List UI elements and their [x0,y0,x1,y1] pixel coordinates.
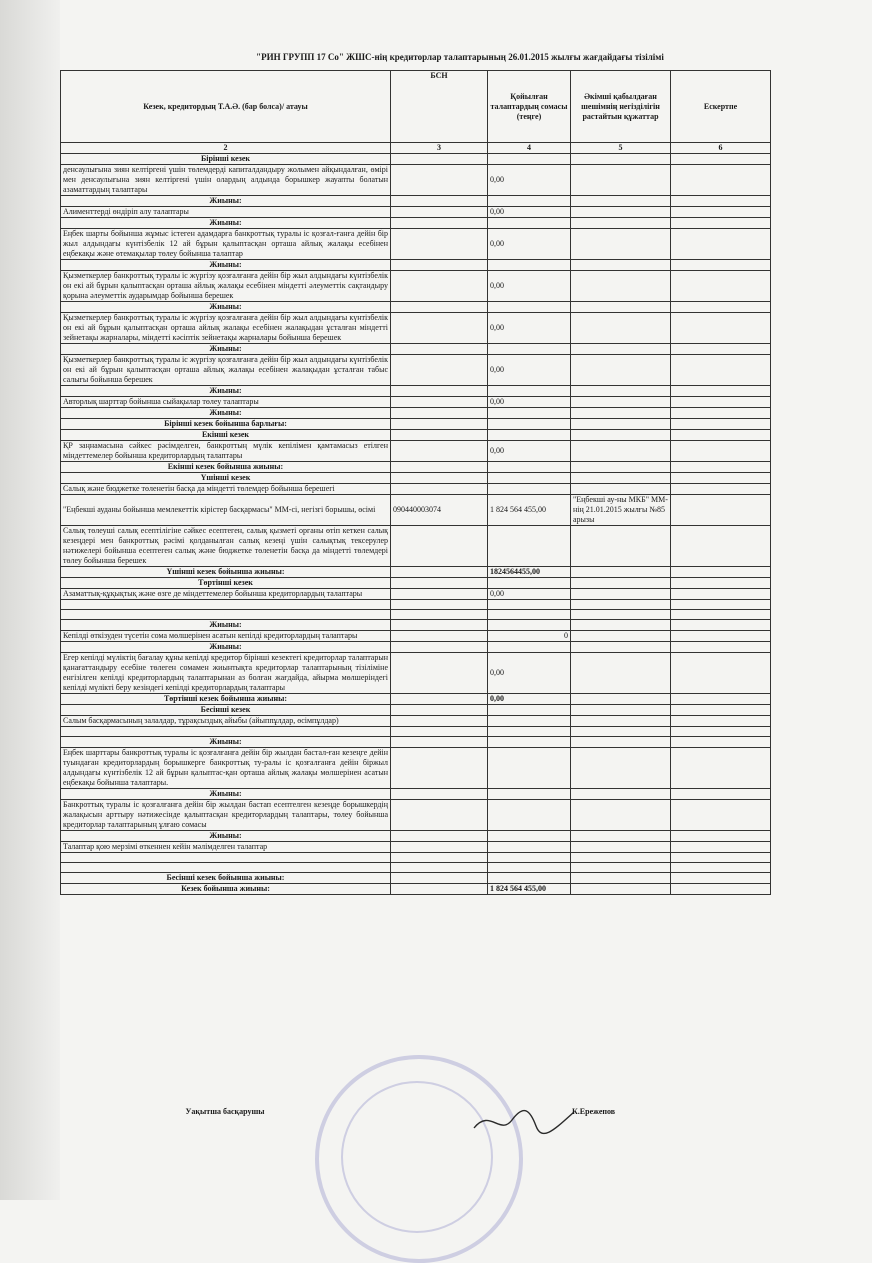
row-label: Жиыны: [61,642,391,653]
row-bin [391,271,488,302]
row-note [671,196,771,207]
row-bin [391,355,488,386]
row-amount [488,716,571,727]
row-label: Төртінші кезек [61,578,391,589]
row-amount: 0,00 [488,355,571,386]
row-amount [488,484,571,495]
row-note [671,610,771,620]
row-amount [488,218,571,229]
row-bin [391,386,488,397]
section-row [61,694,771,705]
row-basis [571,631,671,642]
row-bin [391,748,488,789]
row-note [671,271,771,302]
row-basis [571,419,671,430]
header-basis-documents: Әкімші қабылдаған шешімнің негізділігін растайтын құжаттар [571,71,671,143]
row-amount [488,578,571,589]
row-note [671,694,771,705]
row-basis [571,526,671,567]
blank-row [61,853,771,863]
row-label: Жиыны: [61,789,391,800]
row-basis [571,386,671,397]
row-label: Еңбек шарты бойынша жұмыс істеген адамдарға банкроттық туралы іс қозғал-ғанға дейін бір жыл алдындағы күнтізбелік 12 ай бұрын қалыптасқан орташа айлық жалақы есебінен еңбекақы және өтемақылар төлеу бойынша талаптар [61,229,391,260]
row-basis [571,884,671,895]
row-label: Талаптар қою мерзімі өткеннен кейін мәлімделген талаптар [61,842,391,853]
section-row [61,344,771,355]
manager-role: Уақытша басқарушы [185,1107,265,1116]
row-bin [391,313,488,344]
row-note [671,716,771,727]
row-basis [571,600,671,610]
register-row [61,716,771,727]
row-note [671,441,771,462]
row-note [671,567,771,578]
row-bin [391,863,488,873]
row-note [671,873,771,884]
row-label: Екінші кезек бойынша жиыны: [61,462,391,473]
row-bin [391,800,488,831]
row-bin [391,462,488,473]
row-note [671,727,771,737]
row-note [671,526,771,567]
register-row [61,748,771,789]
row-note [671,631,771,642]
row-amount: 1 824 564 455,00 [488,884,571,895]
row-basis [571,620,671,631]
row-amount [488,610,571,620]
row-label: денсаулығына зиян келтіргені үшін төлемдерді капиталдандыру жолымен айқындалған, өмірі мен денсаулығына зиян келтіргені үшін олардың алдында борышкер жауапты болатын азаматтардың талаптары [61,165,391,196]
row-bin [391,218,488,229]
row-label: Кезек бойынша жиыны: [61,884,391,895]
row-label: Бесінші кезек [61,705,391,716]
section-row [61,430,771,441]
section-row [61,196,771,207]
row-bin [391,473,488,484]
row-amount [488,831,571,842]
row-basis [571,229,671,260]
row-amount: 0,00 [488,165,571,196]
row-note [671,260,771,271]
row-label: Бірінші кезек [61,154,391,165]
col-number: 3 [391,143,488,154]
row-label: ҚР заңнамасына сәйкес рәсімделген, банкроттың мүлік кепілімен қамтамасыз етілген міндеттемелер бойынша кредиторлардың талаптары [61,441,391,462]
row-amount: 0,00 [488,207,571,218]
row-note [671,653,771,694]
row-bin [391,344,488,355]
row-bin [391,873,488,884]
row-label: Қызметкерлер банкроттық туралы іс жүргізу қозғалғанға дейін бір жыл алдындағы күнтізбелік он екі ай бұрын қалыптасқан орташа айлық жалақы есебінен жалақыдан ұсталған табыс салығы бойынша берешек [61,355,391,386]
row-bin [391,578,488,589]
header-amount: Қойылған талаптардың сомасы (теңге) [488,71,571,143]
row-basis [571,727,671,737]
row-amount [488,853,571,863]
row-amount: 1 824 564 455,00 [488,495,571,526]
row-amount: 0,00 [488,441,571,462]
row-bin [391,207,488,218]
row-bin [391,154,488,165]
row-note [671,302,771,313]
row-amount [488,154,571,165]
row-amount: 0,00 [488,589,571,600]
row-label: Еңбек шарттары банкроттық туралы іс қозғалғанға дейін бір жылдан бастал-ған кезеңге дейін туындаған кредиторлардың борышкерге банкроттық ту-ралы іс қозғалғанға дейін біржыл алдындағы күнтізбелік 12 ай бұрын қалыптас-қан орташа айлық жалақы мөлшерінен асатын еңбекақы бойынша талаптары. [61,748,391,789]
row-amount [488,408,571,419]
row-label: Бесінші кезек бойынша жиыны: [61,873,391,884]
row-amount [488,620,571,631]
row-label: Екінші кезек [61,430,391,441]
row-amount: 0,00 [488,694,571,705]
row-basis [571,737,671,748]
section-row [61,737,771,748]
row-note [671,430,771,441]
row-basis [571,863,671,873]
header-bin: БСН [391,71,488,143]
row-note [671,207,771,218]
section-row [61,578,771,589]
row-bin [391,610,488,620]
row-basis [571,873,671,884]
row-bin [391,260,488,271]
row-amount [488,260,571,271]
creditor-register-table [60,70,770,895]
row-label: Егер кепілді мүліктің бағалау құны кепілді кредитор бірінші кезектегі кредиторлар талаптарын қанағаттандыру есебіне төлеген сомамен жиынтықта кредиторлар талаптарының тізіліміне енгізілген кепілді кредиторлардың талаптарынан аз болған жағдайда, айырма мөлшеріндегі кепілді мүлікті беру кезіндегі кепілді кредиторлардың талаптары [61,653,391,694]
row-amount: 0 [488,631,571,642]
row-label: Алименттерді өндіріп алу талаптары [61,207,391,218]
row-label [61,610,391,620]
row-amount [488,196,571,207]
document-title: "РИН ГРУПП 17 Со" ЖШС-нің кредиторлар талаптарының 26.01.2015 жылғы жағдайдағы тізілімі [256,52,664,62]
row-bin [391,196,488,207]
row-label: Жиыны: [61,196,391,207]
row-note [671,589,771,600]
row-label [61,863,391,873]
row-amount [488,344,571,355]
row-basis [571,154,671,165]
row-label: Жиыны: [61,302,391,313]
row-bin [391,567,488,578]
row-note [671,484,771,495]
row-note [671,831,771,842]
row-label [61,727,391,737]
row-bin [391,620,488,631]
row-note [671,642,771,653]
row-note [671,789,771,800]
row-bin [391,441,488,462]
blank-row [61,863,771,873]
row-basis [571,705,671,716]
row-label: Қызметкерлер банкроттық туралы іс жүргізу қозғалғанға дейін бір жыл алдындағы күнтізбелік он екі ай бұрын қалыптасқан орташа айлық жалақы есебінен жалақыдан ұсталған міндетті зейнетақы жарналары, міндетті кәсіптік зейнетақы жарналары бойынша берешек [61,313,391,344]
row-amount: 1824564455,00 [488,567,571,578]
row-basis [571,473,671,484]
row-amount [488,800,571,831]
register-row [61,207,771,218]
row-label: Жиыны: [61,386,391,397]
row-basis [571,441,671,462]
row-bin [391,642,488,653]
row-amount [488,727,571,737]
row-bin [391,853,488,863]
section-row [61,462,771,473]
register-row [61,397,771,408]
row-label: Жиыны: [61,737,391,748]
row-amount [488,748,571,789]
register-row [61,313,771,344]
row-basis [571,748,671,789]
section-row [61,620,771,631]
register-row [61,355,771,386]
row-amount: 0,00 [488,229,571,260]
blank-row [61,610,771,620]
row-basis [571,218,671,229]
row-note [671,737,771,748]
row-note [671,154,771,165]
col-number: 4 [488,143,571,154]
row-label: Жиыны: [61,831,391,842]
row-bin [391,302,488,313]
round-seal-stamp [315,1055,523,1263]
row-basis [571,789,671,800]
row-bin [391,737,488,748]
section-row [61,260,771,271]
row-amount [488,386,571,397]
row-bin [391,653,488,694]
section-row [61,705,771,716]
row-basis [571,271,671,302]
register-row [61,653,771,694]
row-basis [571,302,671,313]
row-bin [391,165,488,196]
row-bin [391,397,488,408]
row-note [671,853,771,863]
row-bin [391,884,488,895]
row-basis [571,578,671,589]
row-bin [391,484,488,495]
row-bin [391,727,488,737]
row-amount [488,842,571,853]
row-label: Қызметкерлер банкроттық туралы іс жүргізу қозғалғанға дейін бір жыл алдындағы күнтізбелік он екі ай бұрын қалыптасқан орташа айлық жалақы есебінен міндетті әлеуметтік сақтандыру қорына әлеуметтік аударымдар бойынша берешек [61,271,391,302]
row-label: Жиыны: [61,218,391,229]
section-row [61,419,771,430]
row-note [671,344,771,355]
row-note [671,397,771,408]
row-note [671,419,771,430]
row-note [671,229,771,260]
row-note [671,218,771,229]
row-amount [488,600,571,610]
row-note [671,748,771,789]
register-row [61,800,771,831]
row-amount [488,789,571,800]
row-bin [391,229,488,260]
row-label [61,600,391,610]
row-note [671,578,771,589]
row-basis [571,694,671,705]
row-label: Төртінші кезек бойынша жиыны: [61,694,391,705]
col-number: 5 [571,143,671,154]
row-amount: 0,00 [488,397,571,408]
row-basis [571,842,671,853]
row-note [671,165,771,196]
section-row [61,873,771,884]
section-row [61,831,771,842]
row-amount [488,419,571,430]
row-bin [391,716,488,727]
row-label: Салық төлеуші салық есептілігіне сәйкес есептеген, салық қызметі органы өтіп кеткен салық кезеңдері мен банкроттық рәсімі қолданылған салық кезеңі үшін салықтық тексерулер нәтижелері бойынша есептеген салық және бюджетке төленетін басқа да міндетті төлемдері төлеу бойынша берешек [61,526,391,567]
manager-name: К.Ережепов [572,1107,616,1116]
row-bin [391,526,488,567]
row-amount [488,642,571,653]
row-label: Банкроттық туралы іс қозғалғанға дейін бір жылдан бастап есептелген кезеңде борышкердің жалақысын арттыру нәтижесінде қалыптасқан кредиторлардың талаптары, төлеу бойынша кредиторлар талаптарының ұлғаю сомасы [61,800,391,831]
row-bin [391,419,488,430]
row-note [671,408,771,419]
row-basis [571,207,671,218]
row-amount: 0,00 [488,313,571,344]
row-basis [571,610,671,620]
row-amount [488,473,571,484]
page-edge-shadow [0,0,60,1200]
row-label [61,853,391,863]
row-bin [391,705,488,716]
row-note [671,842,771,853]
row-basis [571,567,671,578]
row-basis [571,196,671,207]
row-note [671,705,771,716]
row-basis [571,831,671,842]
section-row [61,408,771,419]
row-note [671,600,771,610]
row-label: Жиыны: [61,260,391,271]
row-basis [571,165,671,196]
row-label: Авторлық шарттар бойынша сыйақылар төлеу талаптары [61,397,391,408]
row-basis [571,344,671,355]
section-row [61,386,771,397]
row-bin [391,842,488,853]
row-label: Салым басқармасының залалдар, тұрақсыздық айыбы (айыппұлдар, өсімпұлдар) [61,716,391,727]
row-label: Бірінші кезек бойынша барлығы: [61,419,391,430]
row-note [671,863,771,873]
section-row [61,884,771,895]
section-row [61,789,771,800]
row-note [671,620,771,631]
row-basis [571,313,671,344]
row-label: Үшінші кезек [61,473,391,484]
row-bin [391,831,488,842]
row-bin [391,789,488,800]
row-basis [571,642,671,653]
row-note [671,313,771,344]
section-row [61,218,771,229]
section-row [61,473,771,484]
register-row [61,229,771,260]
register-row [61,631,771,642]
row-note [671,884,771,895]
header-creditor-name: Кезек, кредитордың Т.А.Ә. (бар болса)/ атауы [61,71,391,143]
row-basis [571,653,671,694]
row-basis [571,853,671,863]
register-row [61,271,771,302]
row-basis [571,800,671,831]
row-basis [571,484,671,495]
row-amount [488,302,571,313]
section-row [61,642,771,653]
row-label: Салық және бюджетке төленетін басқа да міндетті төлемдер бойынша берешегі [61,484,391,495]
row-basis: "Еңбекші ау-ны МКБ" ММ-нің 21.01.2015 жылғы №85 арызы [571,495,671,526]
row-bin [391,600,488,610]
row-label: Үшінші кезек бойынша жиыны: [61,567,391,578]
row-amount [488,705,571,716]
row-amount: 0,00 [488,271,571,302]
register-row [61,589,771,600]
row-bin: 090440003074 [391,495,488,526]
row-bin [391,694,488,705]
row-note [671,495,771,526]
row-basis [571,355,671,386]
row-amount [488,873,571,884]
row-amount [488,462,571,473]
footer [60,1107,770,1117]
section-row [61,567,771,578]
section-row [61,154,771,165]
row-label: Кепілді өткізуден түсетін сома мөлшерінен асатын кепілді кредиторлардың талаптары [61,631,391,642]
row-basis [571,716,671,727]
register-row [61,842,771,853]
row-note [671,800,771,831]
row-amount [488,737,571,748]
row-amount [488,430,571,441]
row-bin [391,408,488,419]
section-row [61,302,771,313]
register-row [61,165,771,196]
col-number: 2 [61,143,391,154]
register-row [61,484,771,495]
row-basis [571,260,671,271]
row-label: Азаматтық-құқықтық және өзге де міндеттемелер бойынша кредиторлардың талаптары [61,589,391,600]
row-basis [571,462,671,473]
col-number: 6 [671,143,771,154]
signature [470,1100,580,1140]
blank-row [61,600,771,610]
header-note: Ескертпе [671,71,771,143]
row-note [671,355,771,386]
row-basis [571,589,671,600]
row-amount [488,863,571,873]
row-amount: 0,00 [488,653,571,694]
row-bin [391,430,488,441]
row-note [671,473,771,484]
blank-row [61,727,771,737]
row-label: Жиыны: [61,620,391,631]
row-label: Жиыны: [61,408,391,419]
row-note [671,462,771,473]
row-basis [571,430,671,441]
register-row [61,441,771,462]
row-basis [571,397,671,408]
register-row [61,495,771,526]
row-basis [571,408,671,419]
row-bin [391,589,488,600]
row-amount [488,526,571,567]
row-label: "Еңбекші ауданы бойынша мемлекеттік кірістер басқармасы" ММ-сі, негізгі борышы, өсімі [61,495,391,526]
row-bin [391,631,488,642]
register-row [61,526,771,567]
row-note [671,386,771,397]
row-label: Жиыны: [61,344,391,355]
